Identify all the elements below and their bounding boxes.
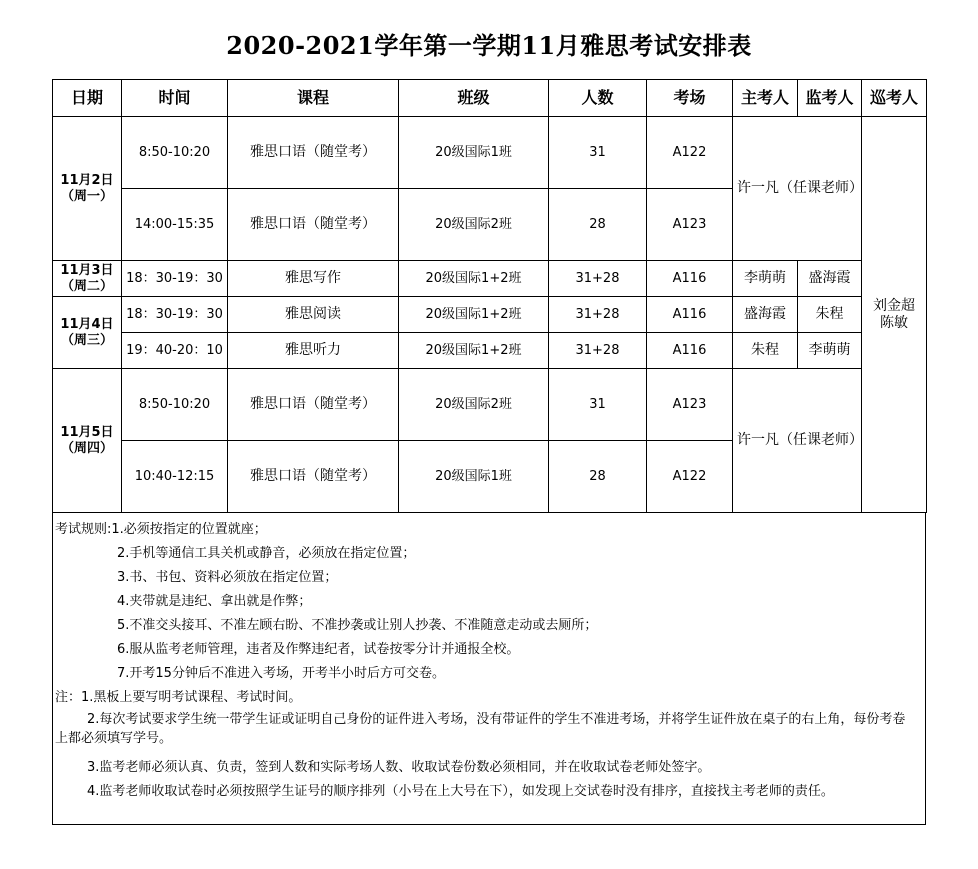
class-cell: 20级国际1班 [399,117,549,189]
chief-cell: 李萌萌 [733,261,798,297]
rule-item: 7.开考15分钟后不准进入考场，开考半小时后方可交卷。 [117,666,445,681]
header-row [53,80,927,117]
course-cell: 雅思写作 [228,261,399,297]
rule-item: 3.书、书包、资料必须放在指定位置； [117,570,338,585]
chief-cell: 朱程 [733,333,798,369]
note-item: 3.监考老师必须认真、负责，签到人数和实际考场人数、收取试卷份数必须相同，并在收取试卷老师处签字。 [87,760,711,775]
date-cell: 11月4日 （周三） [53,297,122,369]
header-date: 日期 [53,80,122,117]
class-cell: 20级国际2班 [399,369,549,441]
class-cell: 20级国际2班 [399,189,549,261]
count-cell: 31 [549,117,647,189]
examiner-cell: 许一凡（任课老师） [733,369,862,513]
room-cell: A123 [647,189,733,261]
header-count: 人数 [549,80,647,117]
course-cell: 雅思口语（随堂考） [228,441,399,513]
count-cell: 28 [549,441,647,513]
exam-schedule-table [52,79,927,513]
rules-and-notes-box [52,512,926,825]
time-cell: 14:00-15:35 [122,189,228,261]
examiner-cell: 许一凡（任课老师） [733,117,862,261]
header-patrol: 巡考人 [862,80,927,117]
header-class: 班级 [399,80,549,117]
header-chief-examiner: 主考人 [733,80,798,117]
class-cell: 20级国际1+2班 [399,297,549,333]
class-cell: 20级国际1+2班 [399,333,549,369]
header-time: 时间 [122,80,228,117]
time-cell: 18：30-19：30 [122,297,228,333]
date-cell: 11月5日 （周四） [53,369,122,513]
room-cell: A116 [647,333,733,369]
rule-item: 考试规则:1.必须按指定的位置就座； [55,522,267,537]
date-cell: 11月2日 （周一） [53,117,122,261]
course-cell: 雅思听力 [228,333,399,369]
time-cell: 19：40-20：10 [122,333,228,369]
course-cell: 雅思口语（随堂考） [228,189,399,261]
date-cell: 11月3日 （周二） [53,261,122,297]
note-item: 4.监考老师收取试卷时必须按照学生证号的顺序排列（小号在上大号在下），如发现上交试卷时没有排序，直接找主考老师的责任。 [87,784,834,799]
room-cell: A122 [647,117,733,189]
room-cell: A122 [647,441,733,513]
class-cell: 20级国际1+2班 [399,261,549,297]
course-cell: 雅思口语（随堂考） [228,117,399,189]
time-cell: 8:50-10:20 [122,117,228,189]
room-cell: A116 [647,297,733,333]
class-cell: 20级国际1班 [399,441,549,513]
table-row [53,297,927,333]
rule-item: 5.不准交头接耳、不准左顾右盼、不准抄袭或让别人抄袭、不准随意走动或去厕所； [117,618,598,633]
count-cell: 28 [549,189,647,261]
page-title: 2020-2021学年第一学期11月雅思考试安排表 [226,31,752,60]
time-cell: 8:50-10:20 [122,369,228,441]
table-row [53,261,927,297]
rule-item: 2.手机等通信工具关机或静音，必须放在指定位置； [117,546,416,561]
course-cell: 雅思口语（随堂考） [228,369,399,441]
course-cell: 雅思阅读 [228,297,399,333]
note-item: 2.每次考试要求学生统一带学生证或证明自己身份的证件进入考场，没有带证件的学生不准进考场，并将学生证件放在桌子的右上角，每份考卷上都必须填写学号。 [55,712,906,746]
rule-item: 6.服从监考老师管理，违者及作弊违纪者，试卷按零分计并通报全校。 [117,642,520,657]
header-proctor: 监考人 [798,80,862,117]
room-cell: A116 [647,261,733,297]
count-cell: 31+28 [549,297,647,333]
table-row [53,333,927,369]
count-cell: 31+28 [549,333,647,369]
chief-cell: 盛海霞 [733,297,798,333]
patrol-cell: 刘金超 陈敏 [862,117,927,513]
proctor-cell: 朱程 [798,297,862,333]
room-cell: A123 [647,369,733,441]
proctor-cell: 李萌萌 [798,333,862,369]
proctor-cell: 盛海霞 [798,261,862,297]
header-room: 考场 [647,80,733,117]
time-cell: 18：30-19：30 [122,261,228,297]
count-cell: 31 [549,369,647,441]
table-row [53,117,927,189]
table-row [53,369,927,441]
header-course: 课程 [228,80,399,117]
rule-item: 4.夹带就是违纪、拿出就是作弊； [117,594,312,609]
time-cell: 10:40-12:15 [122,441,228,513]
note-item: 注：1.黑板上要写明考试课程、考试时间。 [55,690,302,705]
count-cell: 31+28 [549,261,647,297]
